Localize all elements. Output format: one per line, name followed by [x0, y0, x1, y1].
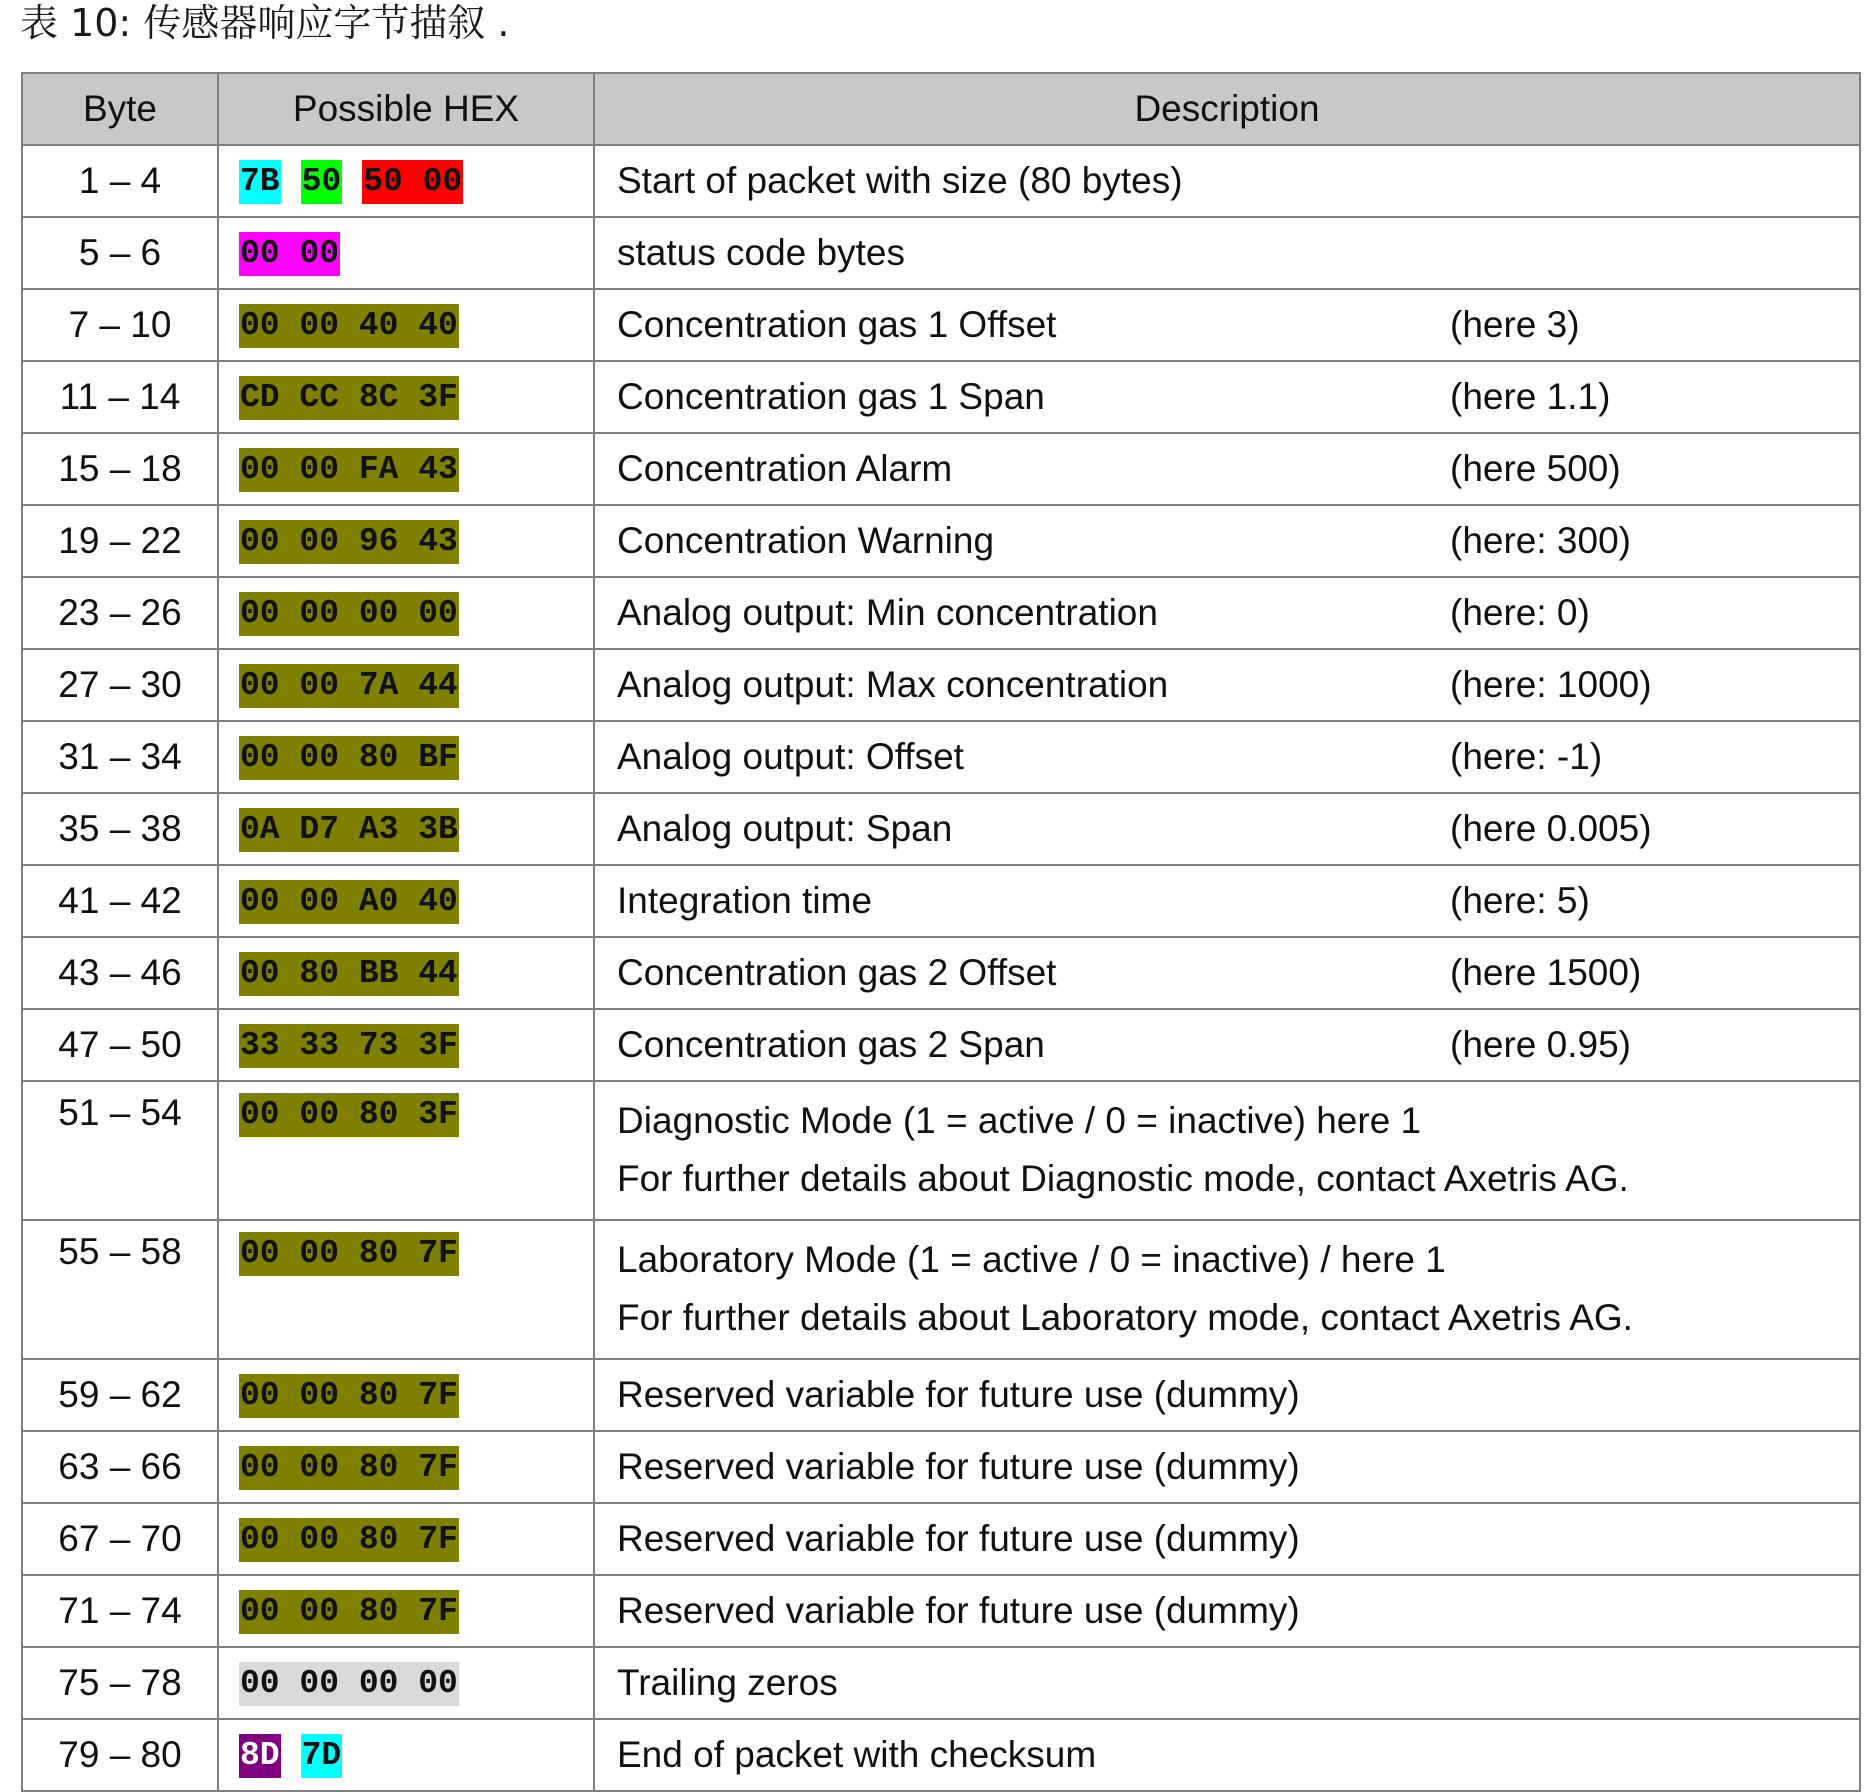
- hex-cell: [218, 649, 594, 721]
- hex-value-highlight: 7B: [239, 160, 281, 204]
- table-row: [22, 937, 1860, 1009]
- header-row: [22, 73, 1860, 145]
- description-text: Integration time: [617, 880, 873, 921]
- header-byte: Byte: [22, 73, 218, 145]
- byte-range-cell: 7 – 10: [22, 289, 218, 361]
- description-text: Diagnostic Mode (1 = active / 0 = inactive) here 1: [617, 1100, 1422, 1141]
- description-cell: [594, 1081, 1860, 1220]
- hex-value-highlight: 33 33 73 3F: [239, 1024, 459, 1068]
- byte-range-cell: 51 – 54: [22, 1081, 218, 1220]
- byte-description-table: [21, 72, 1861, 1792]
- description-cell: [594, 1575, 1860, 1647]
- hex-cell: [218, 793, 594, 865]
- hex-value-highlight: 00 00 80 7F: [239, 1590, 459, 1634]
- hex-cell: [218, 289, 594, 361]
- description-cell: [594, 505, 1860, 577]
- hex-cell: [218, 217, 594, 289]
- description-detail-text: For further details about Diagnostic mode, contact Axetris AG.: [617, 1158, 1629, 1199]
- byte-range-cell: 15 – 18: [22, 433, 218, 505]
- byte-range-cell: 27 – 30: [22, 649, 218, 721]
- table-header: [22, 73, 1860, 145]
- hex-cell: [218, 1503, 594, 1575]
- hex-value-highlight: 00 00: [239, 232, 340, 276]
- table-row: [22, 1503, 1860, 1575]
- hex-value-highlight: 00 00 80 BF: [239, 736, 459, 780]
- byte-range-cell: 31 – 34: [22, 721, 218, 793]
- table-row: [22, 289, 1860, 361]
- description-text: Reserved variable for future use (dummy): [617, 1518, 1300, 1559]
- table-row: [22, 721, 1860, 793]
- hex-cell: [218, 361, 594, 433]
- hex-cell: [218, 937, 594, 1009]
- hex-cell: [218, 1081, 594, 1220]
- description-cell: [594, 1503, 1860, 1575]
- byte-range-cell: 59 – 62: [22, 1359, 218, 1431]
- table-row: [22, 793, 1860, 865]
- table-row: [22, 1719, 1860, 1791]
- hex-value-highlight: 00 00 00 00: [239, 592, 459, 636]
- table-row: [22, 433, 1860, 505]
- hex-value-highlight: 00 00 7A 44: [239, 664, 459, 708]
- example-value-note: (here 0.95): [1450, 1024, 1631, 1065]
- description-text: Concentration gas 1 Offset: [617, 304, 1057, 345]
- description-cell: [594, 217, 1860, 289]
- byte-range-cell: 1 – 4: [22, 145, 218, 217]
- hex-value-highlight: 00 00 80 7F: [239, 1374, 459, 1418]
- hex-cell: [218, 1647, 594, 1719]
- hex-value-highlight: CD CC 8C 3F: [239, 376, 459, 420]
- table-row: [22, 361, 1860, 433]
- table-body: [22, 145, 1860, 1791]
- description-text: Start of packet with size (80 bytes): [617, 160, 1183, 201]
- hex-cell: [218, 1009, 594, 1081]
- hex-value-highlight: 00 00 80 7F: [239, 1232, 459, 1276]
- hex-value-highlight: 00 00 80 7F: [239, 1518, 459, 1562]
- byte-range-cell: 11 – 14: [22, 361, 218, 433]
- example-value-note: (here 500): [1450, 448, 1621, 489]
- description-text: Concentration gas 2 Span: [617, 1024, 1045, 1065]
- hex-value-highlight: 00 00 96 43: [239, 520, 459, 564]
- hex-value-highlight: 7D: [301, 1734, 343, 1778]
- example-value-note: (here: 300): [1450, 520, 1631, 561]
- hex-value-highlight: 0A D7 A3 3B: [239, 808, 459, 852]
- hex-cell: [218, 1359, 594, 1431]
- description-text: Analog output: Max concentration: [617, 664, 1169, 705]
- byte-range-cell: 23 – 26: [22, 577, 218, 649]
- description-cell: [594, 1647, 1860, 1719]
- description-cell: [594, 1719, 1860, 1791]
- hex-value-highlight: 00 00 00 00: [239, 1662, 459, 1706]
- description-text: Concentration gas 2 Offset: [617, 952, 1057, 993]
- hex-cell: [218, 433, 594, 505]
- description-text: End of packet with checksum: [617, 1734, 1097, 1775]
- description-cell: [594, 577, 1860, 649]
- description-cell: [594, 793, 1860, 865]
- hex-value-highlight: 50 00: [362, 160, 463, 204]
- description-cell: [594, 1359, 1860, 1431]
- byte-range-cell: 75 – 78: [22, 1647, 218, 1719]
- table-row: [22, 1220, 1860, 1359]
- hex-value-highlight: 50: [301, 160, 343, 204]
- hex-cell: [218, 145, 594, 217]
- hex-cell: [218, 1719, 594, 1791]
- hex-cell: [218, 1220, 594, 1359]
- example-value-note: (here: -1): [1450, 736, 1603, 777]
- byte-range-cell: 35 – 38: [22, 793, 218, 865]
- description-text: Analog output: Span: [617, 808, 953, 849]
- byte-range-cell: 41 – 42: [22, 865, 218, 937]
- byte-range-cell: 43 – 46: [22, 937, 218, 1009]
- description-cell: [594, 649, 1860, 721]
- description-text: Analog output: Offset: [617, 736, 964, 777]
- description-text: Concentration gas 1 Span: [617, 376, 1045, 417]
- description-cell: [594, 721, 1860, 793]
- description-cell: [594, 361, 1860, 433]
- description-detail-text: For further details about Laboratory mode, contact Axetris AG.: [617, 1297, 1633, 1338]
- table-row: [22, 145, 1860, 217]
- hex-cell: [218, 577, 594, 649]
- header-possible-hex: Possible HEX: [218, 73, 594, 145]
- example-value-note: (here 1.1): [1450, 376, 1611, 417]
- table-row: [22, 649, 1860, 721]
- byte-range-cell: 5 – 6: [22, 217, 218, 289]
- table-row: [22, 1647, 1860, 1719]
- table-row: [22, 577, 1860, 649]
- hex-cell: [218, 721, 594, 793]
- description-text: Reserved variable for future use (dummy): [617, 1374, 1300, 1415]
- description-text: Concentration Warning: [617, 520, 995, 561]
- hex-value-highlight: 00 00 40 40: [239, 304, 459, 348]
- description-cell: [594, 145, 1860, 217]
- table-row: [22, 1009, 1860, 1081]
- table-row: [22, 505, 1860, 577]
- description-text: status code bytes: [617, 232, 905, 273]
- byte-range-cell: 79 – 80: [22, 1719, 218, 1791]
- table-row: [22, 1431, 1860, 1503]
- hex-value-highlight: 00 00 80 3F: [239, 1093, 459, 1137]
- hex-cell: [218, 1575, 594, 1647]
- description-text: Laboratory Mode (1 = active / 0 = inactive) / here 1: [617, 1239, 1446, 1280]
- table-row: [22, 865, 1860, 937]
- byte-range-cell: 67 – 70: [22, 1503, 218, 1575]
- table-row: [22, 217, 1860, 289]
- hex-value-highlight: 8D: [239, 1734, 281, 1778]
- example-value-note: (here: 1000): [1450, 664, 1652, 705]
- example-value-note: (here 3): [1450, 304, 1580, 345]
- example-value-note: (here: 5): [1450, 880, 1590, 921]
- table-row: [22, 1359, 1860, 1431]
- table-row: [22, 1081, 1860, 1220]
- hex-cell: [218, 865, 594, 937]
- header-description: Description: [594, 73, 1860, 145]
- byte-range-cell: 63 – 66: [22, 1431, 218, 1503]
- description-cell: [594, 1009, 1860, 1081]
- description-cell: [594, 433, 1860, 505]
- hex-value-highlight: 00 80 BB 44: [239, 952, 459, 996]
- description-text: Analog output: Min concentration: [617, 592, 1158, 633]
- hex-cell: [218, 505, 594, 577]
- table-caption: 表 10: 传感器响应字节描叙 .: [20, 1, 510, 45]
- description-text: Concentration Alarm: [617, 448, 953, 489]
- byte-range-cell: 19 – 22: [22, 505, 218, 577]
- byte-range-cell: 71 – 74: [22, 1575, 218, 1647]
- table-row: [22, 1575, 1860, 1647]
- byte-range-cell: 47 – 50: [22, 1009, 218, 1081]
- description-cell: [594, 1220, 1860, 1359]
- hex-value-highlight: 00 00 80 7F: [239, 1446, 459, 1490]
- example-value-note: (here 0.005): [1450, 808, 1652, 849]
- description-cell: [594, 937, 1860, 1009]
- description-text: Reserved variable for future use (dummy): [617, 1590, 1300, 1631]
- description-cell: [594, 1431, 1860, 1503]
- hex-value-highlight: 00 00 A0 40: [239, 880, 459, 924]
- description-text: Reserved variable for future use (dummy): [617, 1446, 1300, 1487]
- byte-range-cell: 55 – 58: [22, 1220, 218, 1359]
- hex-value-highlight: 00 00 FA 43: [239, 448, 459, 492]
- description-text: Trailing zeros: [617, 1662, 838, 1703]
- description-cell: [594, 865, 1860, 937]
- description-cell: [594, 289, 1860, 361]
- hex-cell: [218, 1431, 594, 1503]
- example-value-note: (here: 0): [1450, 592, 1590, 633]
- example-value-note: (here 1500): [1450, 952, 1642, 993]
